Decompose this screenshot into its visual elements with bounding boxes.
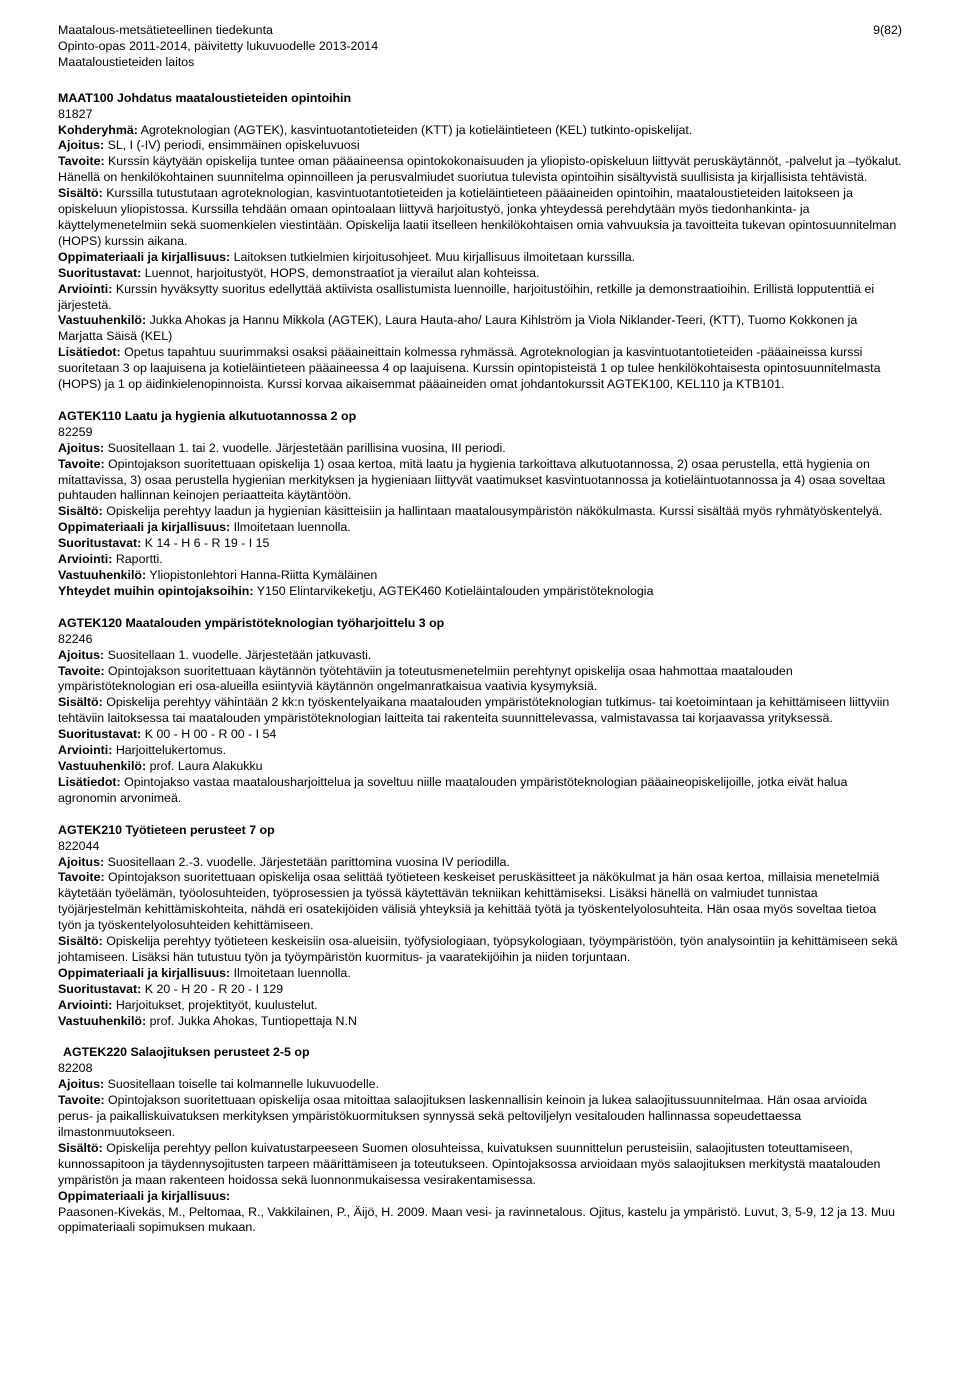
course-field (58, 1077, 902, 1093)
field-label: Sisältö: (58, 695, 103, 710)
course-section (58, 1045, 902, 1236)
field-label: Arviointi: (58, 552, 113, 567)
field-text: Luennot, harjoitustyöt, HOPS, demonstraatiot ja vierailut alan kohteissa. (141, 265, 540, 280)
field-label: Tavoite: (58, 870, 105, 885)
course-title: AGTEK210 Työtieteen perusteet 7 op (58, 822, 275, 837)
course-field (58, 441, 902, 457)
course-title: MAAT100 Johdatus maataloustieteiden opintoihin (58, 90, 352, 105)
course-code: 81827 (58, 106, 93, 121)
course-field (58, 743, 902, 759)
page-header (58, 23, 902, 71)
field-text: Suositellaan 2.-3. vuodelle. Järjestetään parittomina vuosina IV periodilla. (104, 854, 510, 869)
field-text: Opiskelija perehtyy pellon kuivatustarpeeseen Suomen olosuhteissa, kuivatuksen suunnittelun perusteisiin, salaojitusten toteuttamiseen, kunnossapitoon ja täydennysojitusten tarpeen määrittämiseen ja toteutukseen. Opintojaksossa arvioidaan myös salaojituksen merkitystä maatalouden ympäristön ja maan rakenteen hoidossa sekä luonnonmukaisessa vesirakentamisessa. (58, 1140, 881, 1187)
field-label: Oppimateriaali ja kirjallisuus: (58, 965, 231, 980)
course-field (58, 1141, 902, 1189)
field-text: prof. Laura Alakukku (146, 758, 263, 773)
field-label: Tavoite: (58, 456, 105, 471)
field-label: Yhteydet muihin opintojaksoihin: (58, 583, 254, 598)
course-field (58, 266, 902, 282)
field-text: Kurssin hyväksytty suoritus edellyttää aktiivista osallistumista luennoille, harjoitustöihin, retkille ja demonstraatioihin. Erillistä lopputenttiä ei järjestetä. (58, 281, 875, 312)
course-code: 82246 (58, 631, 93, 646)
course-field (58, 982, 902, 998)
field-text: Opintojakso vastaa maatalousharjoittelua ja soveltuu niille maatalouden ympäristöteknologian pääaineopiskelijoille, jotka eivät halua agronomin arvonimeä. (58, 774, 848, 805)
course-field (58, 1189, 902, 1205)
course-section (58, 823, 902, 1030)
field-label: Vastuuhenkilö: (58, 313, 147, 328)
field-text: Opiskelija perehtyy työtieteen keskeisiin osa-alueisiin, työfysiologiaan, työpsykologiaan, työympäristöön, työn analysointiin ja kehittämiseen sekä johtamiseen. Lisäksi hän tutustuu työn ja työympäristön kuormitus- ja vaaratekijöihin ja niiden torjuntaan. (58, 934, 898, 964)
course-field (58, 870, 902, 934)
field-text: Opintojakson suoritettuaan opiskelija 1) osaa kertoa, mitä laatu ja hygienia tarkoittava alkutuotannossa, 2) osaa perustella, että hygienia on mitattavissa, 3) osaa perustella hygienian merkityksen ja hygieniaan liittyvät vaatimukset kasvintuotannossa ja kotieläintuotannossa ja 4) osaa soveltaa puhtauden hallinnan keinojen periaatteita käytäntöön. (58, 456, 886, 503)
field-text: SL, I (-IV) periodi, ensimmäinen opiskeluvuosi (104, 138, 360, 153)
field-label: Oppimateriaali ja kirjallisuus: (58, 249, 231, 264)
department-name: Maataloustieteiden laitos (58, 54, 195, 69)
field-text: Opetus tapahtuu suurimmaksi osaksi pääaineittain kolmessa ryhmässä. Agroteknologian ja kasvintuotantotieteiden -pääaineissa kurssi suoritetaan 3 op laajuisena ja kotieläintieteen pääaineessa 4 op laajuisena. Kurssin opintopisteistä 1 op tulee henkilökohtaisesta opintosuunnitelmasta (HOPS) ja 1 op äidinkielenopinnoista. Kurssi korvaa aikaisemmat pääaineiden omat johdantokurssit AGTEK100, KEL110 ja KTB101. (58, 345, 881, 392)
field-text: Opiskelija perehtyy laadun ja hygienian käsitteisiin ja hallintaan maatalousympäristön näkökulmasta. Kurssi sisältää myös ryhmätyöskentelyä. (102, 504, 883, 519)
faculty-name: Maatalous-metsätieteellinen tiedekunta (58, 23, 273, 37)
study-guide-title: Opinto-opas 2011-2014, päivitetty lukuvuodelle 2013-2014 (58, 38, 379, 53)
field-text: Opintojakson suoritettuaan käytännön työtehtäviin ja toteutusmenetelmiin perehtynyt opiskelija osaa hahmottaa maatalouden ympäristöteknologian eri osa-alueilla esiintyviä käytännön ongelmanratkaisua vaativia kysymyksiä. (58, 663, 793, 694)
course-section (58, 409, 902, 600)
field-label: Oppimateriaali ja kirjallisuus: (58, 520, 231, 535)
field-label: Ajoitus: (58, 647, 105, 662)
field-label: Suoritustavat: (58, 981, 142, 996)
field-label: Tavoite: (58, 1093, 105, 1108)
course-field (58, 584, 902, 600)
course-field (58, 775, 902, 807)
field-label: Arviointi: (58, 743, 113, 758)
field-label: Ajoitus: (58, 440, 105, 455)
field-label: Lisätiedot: (58, 345, 121, 360)
field-label: Lisätiedot: (58, 774, 121, 789)
field-label: Vastuuhenkilö: (58, 1013, 147, 1028)
course-field (58, 138, 902, 154)
field-label: Arviointi: (58, 281, 113, 296)
field-text: Suositellaan 1. tai 2. vuodelle. Järjestetään parillisina vuosina, III periodi. (104, 440, 506, 455)
course-title: AGTEK220 Salaojituksen perusteet 2-5 op (63, 1045, 310, 1060)
field-text: Kurssin käytyään opiskelija tuntee oman pääaineensa opintokokonaisuuden ja yliopisto-opiskeluun liittyvät peruskäytännöt, -palvelut ja –työkalut. Hänellä on henkilökohtainen suunnitelma opinnoilleen ja perusvalmiudet suoriutua tulevista opintoihin sisältyvistä suullisista ja kirjallisista tehtävistä. (58, 154, 902, 185)
page-number: 9(82) (873, 23, 902, 37)
field-text: Agroteknologian (AGTEK), kasvintuotantotieteiden (KTT) ja kotieläintieteen (KEL) tutkinto-opiskelijat. (137, 122, 693, 137)
course-field (58, 727, 902, 743)
course-field (58, 1014, 902, 1030)
field-label: Vastuuhenkilö: (58, 758, 147, 773)
field-text: Yliopistonlehtori Hanna-Riitta Kymäläinen (146, 568, 378, 582)
course-field (58, 123, 902, 139)
course-field (58, 568, 902, 584)
field-label: Ajoitus: (58, 854, 105, 869)
course-field (58, 695, 902, 727)
course-code: 82259 (58, 424, 93, 439)
course-field (58, 154, 902, 186)
field-label: Suoritustavat: (58, 727, 142, 742)
field-label: Suoritustavat: (58, 536, 142, 551)
literature-reference: Paasonen-Kivekäs, M., Peltomaa, R., Vakkilainen, P., Äijö, H. 2009. Maan vesi- ja ravinnetalous. Ojitus, kastelu ja ympäristö. Luvut, 3, 5-9, 12 ja 13. Muu oppimateriaali sopimuksen mukaan. (58, 1204, 896, 1235)
field-text: K 14 - H 6 - R 19 - I 15 (141, 536, 270, 551)
field-text: prof. Jukka Ahokas, Tuntiopettaja N.N (146, 1013, 357, 1028)
course-section (58, 91, 902, 393)
field-text: Kurssilla tutustutaan agroteknologian, kasvintuotantotieteiden ja kotieläintieteen pääaineiden opintoihin, maataloustieteiden laitokseen ja opiskeluun yliopistossa. Kurssilla tehdään omaan opintoalaan liittyvä harjoitustyö, jonka yhteydessä perehdytään myös tiedonhankinta- ja käyttelymenetelmiin sekä suomenkielen viestintään. Opiskelija laatii itselleen henkilökohtaisen omia vahvuuksia ja tavoitteita tukevan opintosuunnitelman (HOPS) kurssin aikana. (58, 186, 897, 248)
course-field (58, 855, 902, 871)
course-field (58, 1093, 902, 1141)
course-field (58, 552, 902, 568)
course-field (58, 998, 902, 1014)
field-text: K 20 - H 20 - R 20 - I 129 (141, 981, 284, 996)
course-list (58, 91, 902, 1237)
field-text: Jukka Ahokas ja Hannu Mikkola (AGTEK), Laura Hauta-aho/ Laura Kihlström ja Viola Niklander-Teeri, (KTT), Tuomo Kokkonen ja Marjatta Säisä (KEL) (58, 313, 858, 344)
field-label: Kohderyhmä: (58, 122, 138, 137)
course-field (58, 504, 902, 520)
course-field (58, 934, 902, 966)
field-label: Sisältö: (58, 186, 103, 201)
field-text: Suositellaan toiselle tai kolmannelle lukuvuodelle. (104, 1077, 379, 1092)
course-field (58, 457, 902, 505)
field-text: Harjoitukset, projektityöt, kuulustelut. (112, 997, 318, 1012)
field-text: Opintojakson suoritettuaan opiskelija osaa mitoittaa salaojituksen laskennallisin keinoin ja lukea salaojitussuunnitelmaa. Hän osaa arvioida perus- ja paikalliskuivatuksen merkityksen ympäristökuormituksen synnyssä sekä peltoviljelyn vesitalouden hallinnassa sopeudettaessa ilmastonmuutokseen. (58, 1093, 868, 1139)
field-text: Y150 Elintarvikeketju, AGTEK460 Kotieläintalouden ympäristöteknologia (253, 583, 654, 598)
course-code: 82208 (58, 1061, 93, 1076)
field-label: Arviointi: (58, 997, 113, 1012)
course-field (58, 648, 902, 664)
course-field (58, 345, 902, 393)
field-text: Opiskelija perehtyy vähintään 2 kk:n työskentelyaikana maatalouden ympäristöteknologian tutkimus- tai koetoimintaan ja kehittämiseen liittyviin tehtäviin laitoksessa tai maatalouden ympäristöteknologian laitteita tai rakenteita suunnittelevassa, valmistavassa tai korjaavassa yrityksessä. (58, 695, 890, 726)
field-label: Vastuuhenkilö: (58, 568, 147, 582)
field-text: Harjoittelukertomus. (112, 743, 227, 758)
course-field (58, 536, 902, 552)
field-text: Laitoksen tutkielmien kirjoitusohjeet. Muu kirjallisuus ilmoitetaan kurssilla. (230, 249, 636, 264)
field-text: Raportti. (112, 552, 163, 567)
course-field (58, 250, 902, 266)
field-text: Ilmoitetaan luennolla. (230, 520, 351, 535)
course-field (58, 313, 902, 345)
field-label: Ajoitus: (58, 138, 105, 153)
field-label: Tavoite: (58, 154, 105, 169)
course-field (58, 282, 902, 314)
field-label: Sisältö: (58, 504, 103, 519)
field-label: Tavoite: (58, 663, 105, 678)
field-label: Oppimateriaali ja kirjallisuus: (58, 1188, 231, 1203)
field-text: Suositellaan 1. vuodelle. Järjestetään jatkuvasti. (104, 647, 372, 662)
field-label: Suoritustavat: (58, 265, 142, 280)
course-field (58, 759, 902, 775)
course-field (58, 966, 902, 982)
course-field (58, 520, 902, 536)
course-title: AGTEK120 Maatalouden ympäristöteknologian työharjoittelu 3 op (58, 615, 445, 630)
field-label: Sisältö: (58, 934, 103, 949)
field-text: K 00 - H 00 - R 00 - I 54 (141, 727, 277, 742)
field-label: Ajoitus: (58, 1077, 105, 1092)
course-field (58, 664, 902, 696)
field-label: Sisältö: (58, 1140, 103, 1155)
course-title: AGTEK110 Laatu ja hygienia alkutuotannossa 2 op (58, 408, 357, 423)
course-field (58, 186, 902, 250)
course-code: 822044 (58, 838, 100, 853)
field-text: Opintojakson suoritettuaan opiskelija osaa selittää työtieteen keskeiset peruskäsitteet ja näkökulmat ja hän osaa kertoa, millaisia menetelmiä käytetään työelämän, työolosuhteiden, työprosessien ja työssä käytettävän tekniikan kehittämiseksi. Lisäksi hänellä on valmiudet tunnistaa työjärjestelmän kehittämiskohteita, nähdä eri osatekijöiden välisiä yhteyksiä ja kehittää työtä ja työskentelyolosuhteita. Hän osaa myös soveltaa tietoa työn ja työskentelyolosuhteiden kehittämiseen. (58, 870, 880, 933)
course-section (58, 616, 902, 807)
field-text: Ilmoitetaan luennolla. (230, 965, 351, 980)
